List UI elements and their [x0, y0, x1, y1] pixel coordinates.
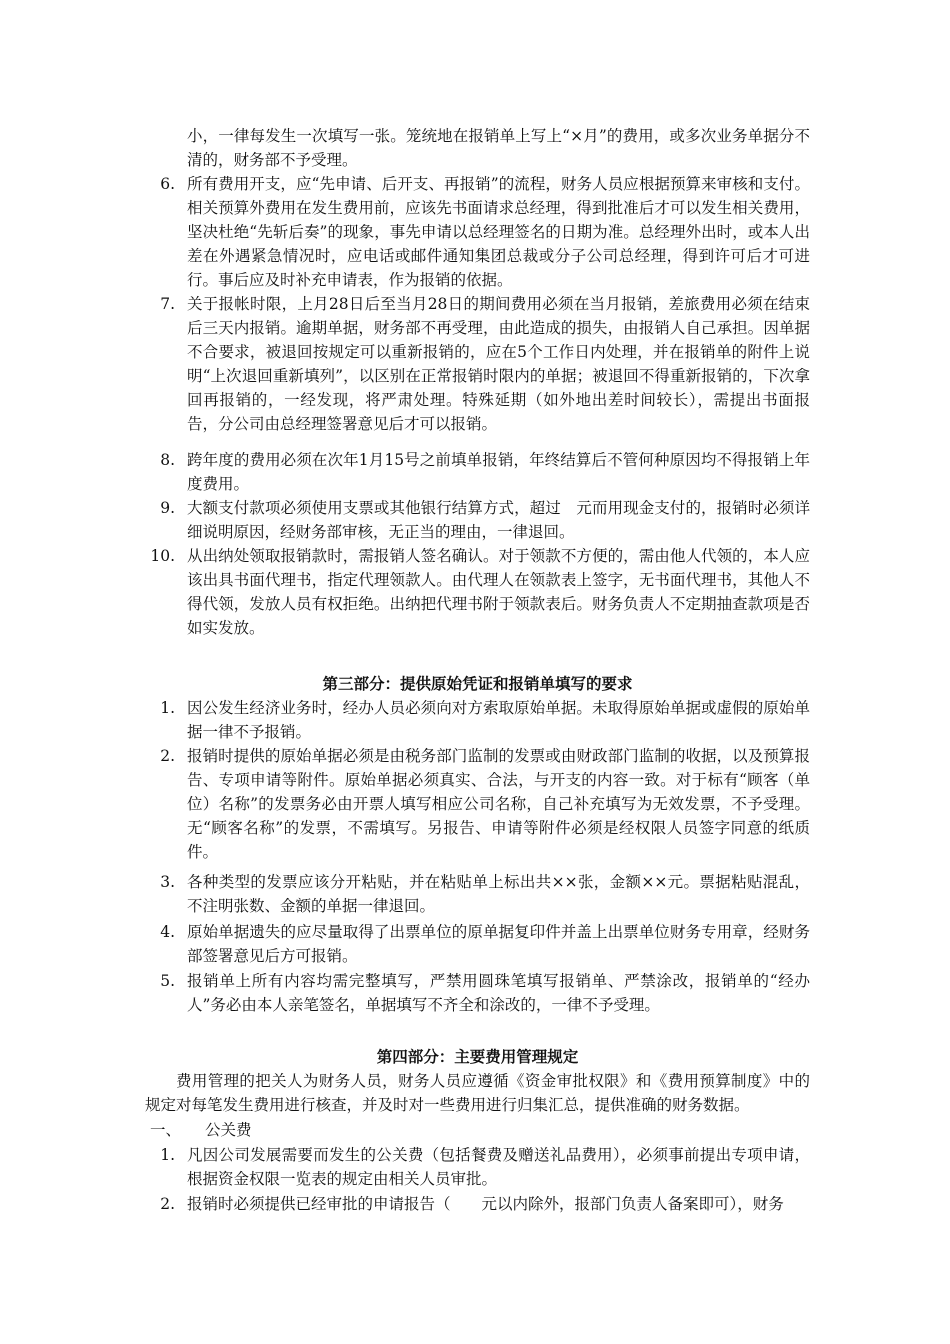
item-number: 3.: [160, 873, 175, 891]
item-text: 报销时必须提供已经审批的申请报告（ 元以内除外，报部门负责人备案即可），财务: [187, 1195, 784, 1213]
item-number: 4.: [160, 923, 175, 941]
list-item: [145, 496, 810, 544]
list-item: [145, 920, 810, 968]
item-text: 从出纳处领取报销款时，需报销人签名确认。对于领款不方便的，需由他人代领的，本人应该出具书面代理书，指定代理领款人。由代理人在领款表上签字，无书面代理书，其他人不得代领，发放人员有权拒绝。出纳把代理书附于领款表后。财务负责人不定期抽查款项是否如实发放。: [187, 547, 810, 637]
intro-paragraph: 费用管理的把关人为财务人员，财务人员应遵循《资金审批权限》和《费用预算制度》中的规定对每笔发生费用进行核查，并及时对一些费用进行归集汇总，提供准确的财务数据。: [145, 1072, 810, 1114]
section-heading: 第三部分：提供原始凭证和报销单填写的要求: [322, 674, 633, 693]
continued-paragraph: 小，一律每发生一次填写一张。笼统地在报销单上写上“×月”的费用，或多次业务单据分不清的，财务部不予受理。: [187, 127, 810, 169]
item-number: 8.: [160, 451, 175, 469]
item-number: 2.: [160, 1195, 175, 1213]
subsection-title: [150, 1118, 450, 1142]
item-text: 报销时提供的原始单据必须是由税务部门监制的发票或由财政部门监制的收据，以及预算报告、专项申请等附件。原始单据必须真实、合法，与开支的内容一致。对于标有“顾客（单位）名称”的发票务必由开票人填写相应公司名称，自己补充填写为无效发票，不予受理。无“顾客名称”的发票，不需填写。另报告、申请等附件必须是经权限人员签字同意的纸质件。: [187, 747, 810, 861]
item-number: 1.: [160, 699, 175, 717]
item-text: 原始单据遗失的应尽量取得了出票单位的原单据复印件并盖上出票单位财务专用章，经财务部签署意见后方可报销。: [187, 923, 810, 965]
item-text: 因公发生经济业务时，经办人员必须向对方索取原始单据。未取得原始单据或虚假的原始单据一律不予报销。: [187, 699, 810, 741]
item-text: 关于报帐时限，上月28日后至当月28日的期间费用必须在当月报销，差旅费用必须在结束后三天内报销。逾期单据，财务部不再受理，由此造成的损失，由报销人自己承担。因单据不合要求，被退回按规定可以重新报销的，应在5个工作日内处理，并在报销单的附件上说明“上次退回重新填列”，以区别在正常报销时限内的单据；被退回不得重新报销的，下次拿回再报销的，一经发现，将严肃处理。特殊延期（如外地出差时间较长），需提出书面报告，分公司由总经理签署意见后才可以报销。: [187, 295, 810, 433]
list-item: [145, 292, 810, 436]
item-number: 2.: [160, 747, 175, 765]
item-text: 各种类型的发票应该分开粘贴，并在粘贴单上标出共××张，金额××元。票据粘贴混乱，不注明张数、金额的单据一律退回。: [187, 873, 810, 915]
item-number: 7.: [160, 295, 175, 313]
item-text: 凡因公司发展需要而发生的公关费（包括餐费及赠送礼品费用），必须事前提出专项申请，根据资金权限一览表的规定由相关人员审批。: [187, 1146, 810, 1188]
list-item: [145, 744, 810, 864]
list-item: [145, 696, 810, 744]
list-item: [145, 969, 810, 1017]
item-text: 跨年度的费用必须在次年1月15号之前填单报销，年终结算后不管何种原因均不得报销上年度费用。: [187, 451, 810, 493]
item-text: 大额支付款项必须使用支票或其他银行结算方式，超过 元而用现金支付的，报销时必须详细说明原因，经财务部审核，无正当的理由，一律退回。: [187, 499, 810, 541]
list-item: [145, 448, 810, 496]
list-item: [145, 870, 810, 918]
item-text: 报销单上所有内容均需完整填写，严禁用圆珠笔填写报销单、严禁涂改，报销单的“经办人”务必由本人亲笔签名，单据填写不齐全和涂改的，一律不予受理。: [187, 972, 810, 1014]
item-number: 10.: [150, 547, 175, 565]
list-item: [145, 544, 810, 640]
subsection-number: 一、: [150, 1121, 182, 1139]
item-number: 5.: [160, 972, 175, 990]
subsection-label: 公关费: [205, 1121, 252, 1139]
section-heading: 第四部分：主要费用管理规定: [376, 1047, 579, 1066]
item-number: 1.: [160, 1146, 175, 1164]
list-item: [145, 1143, 810, 1191]
list-item: [145, 172, 810, 292]
item-number: 6.: [160, 175, 175, 193]
item-text: 所有费用开支，应“先申请、后开支、再报销”的流程，财务人员应根据预算来审核和支付。相关预算外费用在发生费用前，应该先书面请求总经理，得到批准后才可以发生相关费用，坚决杜绝“先斩后奏”的现象，事先申请以总经理签名的日期为准。总经理外出时，或本人出差在外遇紧急情况时，应电话或邮件通知集团总裁或分子公司总经理，得到许可后才可进行。事后应及时补充申请表，作为报销的依据。: [187, 175, 810, 289]
item-number: 9.: [160, 499, 175, 517]
list-item: [145, 1192, 810, 1216]
